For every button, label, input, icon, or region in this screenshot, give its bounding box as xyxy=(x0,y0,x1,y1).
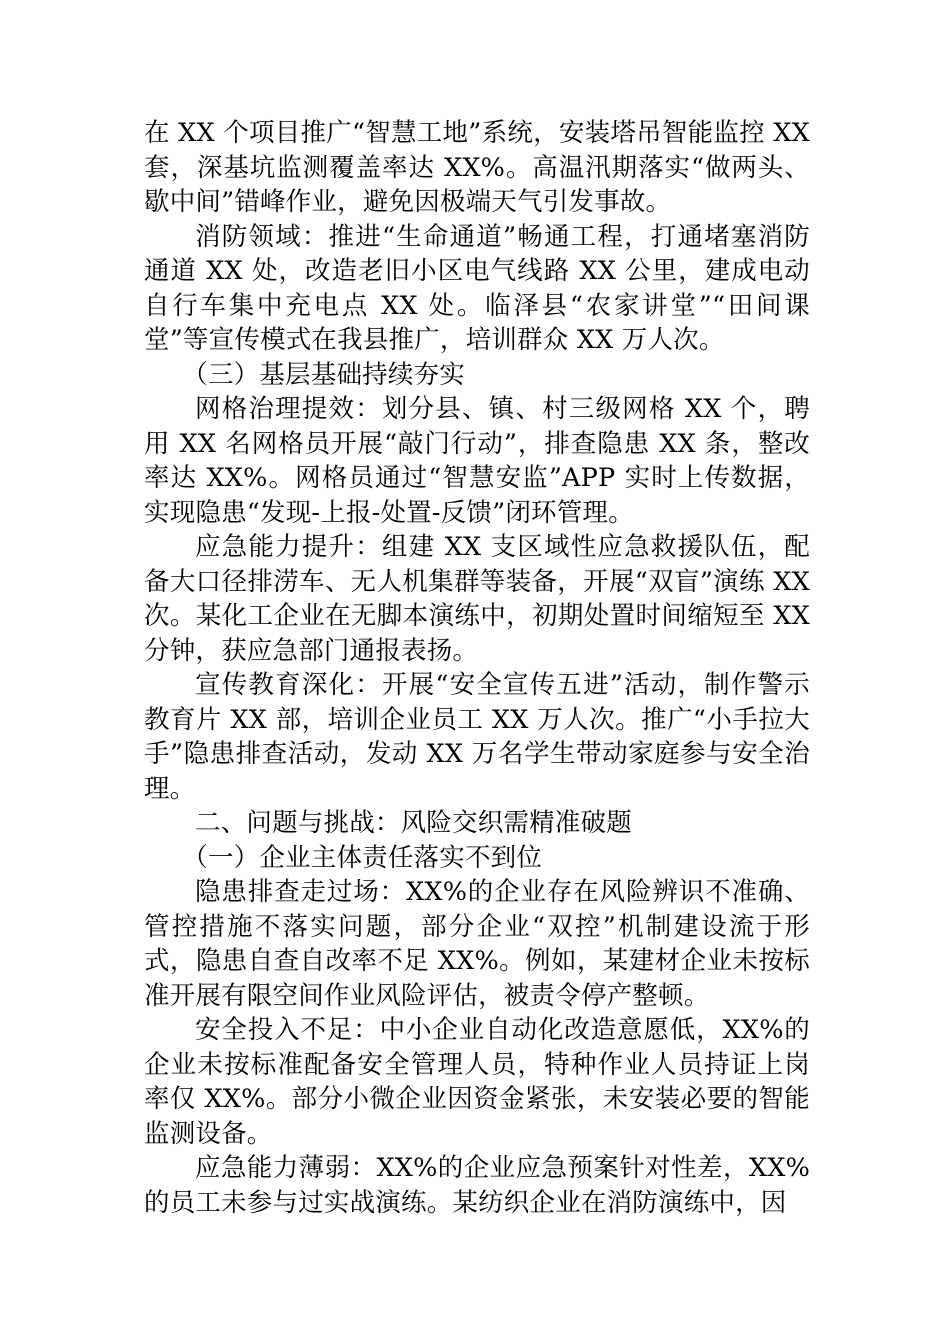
paragraph-smart-site: 在 XX 个项目推广“智慧工地”系统，安装塔吊智能监控 XX 套，深基坑监测覆盖率达 XX%。高温汛期落实“做两头、歇中间”错峰作业，避免因极端天气引发事故。 xyxy=(144,118,810,217)
chapter-heading-problems: 二、问题与挑战：风险交织需精准破题 xyxy=(195,808,632,838)
paragraph-hazard-inspection: 隐患排查走过场：XX%的企业存在风险辨识不准确、管控措施不落实问题，部分企业“双控”机制建设流于形式，隐患自查自改率不足 XX%。例如，某建材企业未按标准开展有限空间作业风险评估，被责令停产整顿。 xyxy=(144,877,810,1011)
paragraph-publicity-education: 宣传教育深化：开展“安全宣传五进”活动，制作警示教育片 XX 部，培训企业员工 XX 万人次。推广“小手拉大手”隐患排查活动，发动 XX 万名学生带动家庭参与安全治理。 xyxy=(144,670,810,804)
paragraph-emergency-capability: 应急能力提升：组建 XX 支区域性应急救援队伍，配备大口径排涝车、无人机集群等装备，开展“双盲”演练 XX 次。某化工企业在无脚本演练中，初期处置时间缩短至 XX 分钟，获应急部门通报表扬。 xyxy=(144,532,810,666)
section-heading-enterprise-responsibility: （一）企业主体责任落实不到位 xyxy=(182,842,543,873)
document-body xyxy=(144,116,810,1220)
paragraph-fire-safety: 消防领域：推进“生命通道”畅通工程，打通堵塞消防通道 XX 处，改造老旧小区电气线路 XX 公里，建成电动自行车集中充电点 XX 处。临泽县“农家讲堂”“田间课堂”等宣传模式在我县推广，培训群众 XX 万人次。 xyxy=(144,221,810,355)
paragraph-grid-governance: 网格治理提效：划分县、镇、村三级网格 XX 个，聘用 XX 名网格员开展“敲门行动”，排查隐患 XX 条，整改率达 XX%。网格员通过“智慧安监”APP 实时上传数据，实现隐患“发现-上报-处置-反馈”闭环管理。 xyxy=(144,394,810,528)
paragraph-emergency-weakness: 应急能力薄弱：XX%的企业应急预案针对性差，XX%的员工未参与过实战演练。某纺织企业在消防演练中，因 xyxy=(144,1153,810,1218)
section-heading-grassroots: （三）基层基础持续夯实 xyxy=(182,359,465,390)
paragraph-safety-investment: 安全投入不足：中小企业自动化改造意愿低，XX%的企业未按标准配备安全管理人员，特种作业人员持证上岗率仅 XX%。部分小微企业因资金紧张，未安装必要的智能监测设备。 xyxy=(144,1015,810,1149)
